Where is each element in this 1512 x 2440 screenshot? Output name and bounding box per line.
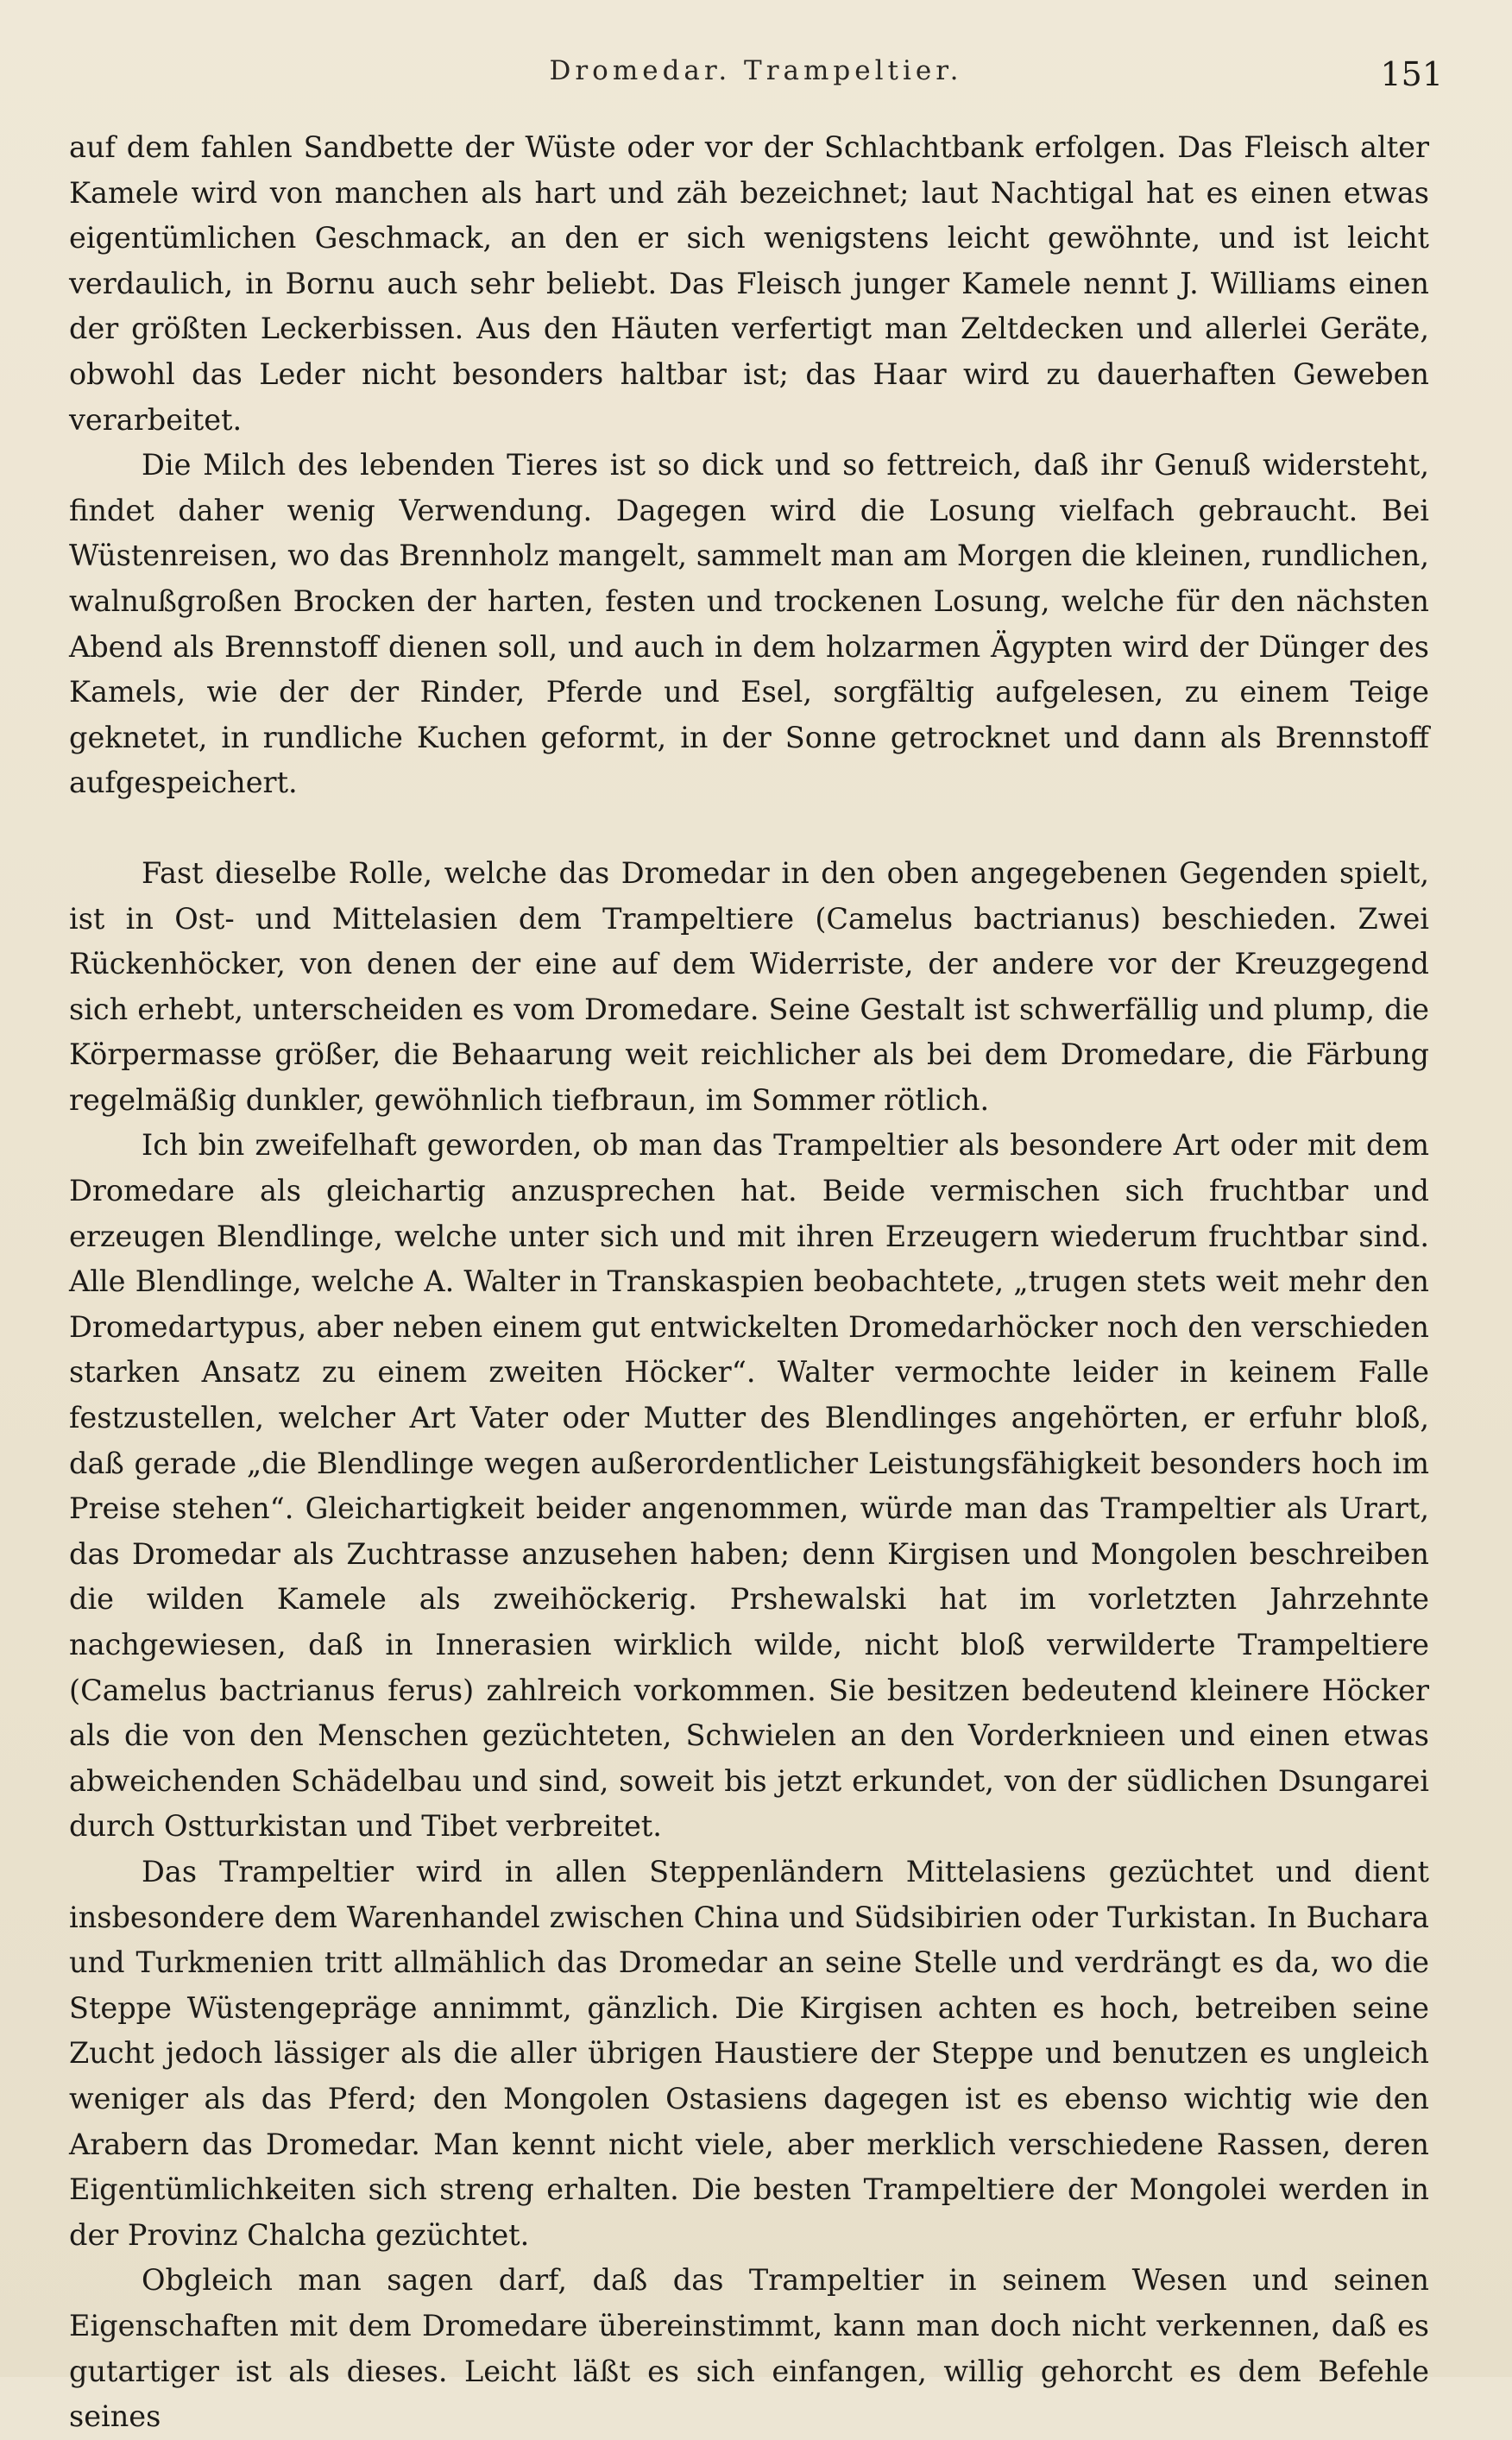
paragraph-2: Die Milch des lebenden Tieres ist so dick und so fettreich, daß ihr Genuß widersteht, findet daher wenig Verwendung. Dagegen wird die Losung vielfach gebraucht. Bei Wüstenreisen, wo das Brennholz mangelt, sammelt man am Morgen die kleinen, rundlichen, walnußgroßen Brocken der harten, festen und trockenen Losung, welche für den nächsten Abend als Brennstoff dienen soll, und auch in dem holzarmen Ägypten wird der Dünger des Kamels, wie der der Rinder, Pferde und Esel, sorgfältig aufgelesen, zu einem Teige geknetet, in rundliche Kuchen geformt, in der Sonne getrocknet und dann als Brennstoff aufgespeichert. xyxy=(69,448,1429,800)
paragraph-6: Obgleich man sagen darf, daß das Trampeltier in seinem Wesen und seinen Eigenschaften mit dem Dromedare übereinstimmt, kann man doch nicht verkennen, daß es gutartiger ist als dieses. Leicht läßt es sich einfangen, willig gehorcht es dem Befehle seines xyxy=(69,2263,1429,2434)
page-header xyxy=(69,55,1443,107)
paragraph-1: auf dem fahlen Sandbette der Wüste oder vor der Schlachtbank erfolgen. Das Fleisch alter Kamele wird von manchen als hart und zäh bezeichnet; laut Nachtigal hat es einen etwas eigentümlichen Geschmack, an den er sich wenigstens leicht gewöhnte, und ist leicht verdaulich, in Bornu auch sehr beliebt. Das Fleisch junger Kamele nennt J. Williams einen der größten Leckerbissen. Aus den Häuten verfertigt man Zeltdecken und allerlei Geräte, obwohl das Leder nicht besonders haltbar ist; das Haar wird zu dauerhaften Geweben verarbeitet. xyxy=(69,130,1429,437)
paragraph-4: Ich bin zweifelhaft geworden, ob man das Trampeltier als besondere Art oder mit dem Dromedare als gleichartig anzusprechen hat. Beide vermischen sich fruchtbar und erzeugen Blendlinge, welche unter sich und mit ihren Erzeugern wiederum fruchtbar sind. Alle Blendlinge, welche A. Walter in Transkaspien beobachtete, „trugen stets weit mehr den Dromedartypus, aber neben einem gut entwickelten Dromedarhöcker noch den verschieden starken Ansatz zu einem zweiten Höcker“. Walter vermochte leider in keinem Falle festzustellen, welcher Art Vater oder Mutter des Blendlinges angehörten, er erfuhr bloß, daß gerade „die Blendlinge wegen außerordentlicher Leistungsfähigkeit besonders hoch im Preise stehen“. Gleichartigkeit beider angenommen, würde man das Trampeltier als Urart, das Dromedar als Zuchtrasse anzusehen haben; denn Kirgisen und Mongolen beschreiben die wilden Kamele als zweihöckerig. Prshewalski hat im vorletzten Jahrzehnte nachgewiesen, daß in Innerasien wirklich wilde, nicht bloß verwilderte Trampeltiere (Camelus bactrianus ferus) zahlreich vorkommen. Sie besitzen bedeutend kleinere Höcker als die von den Menschen gezüchteten, Schwielen an den Vorderknieen und einen etwas abweichenden Schädelbau und sind, soweit bis jetzt erkundet, von der südlichen Dsungarei durch Ostturkistan und Tibet verbreitet. xyxy=(69,1128,1429,1844)
running-title: Dromedar. Trampeltier. xyxy=(549,55,963,86)
page-number: 151 xyxy=(1380,55,1443,93)
paragraph-3: Fast dieselbe Rolle, welche das Dromedar in den oben angegebenen Gegenden spielt, ist in Ost- und Mittelasien dem Trampeltiere (Camelus bactrianus) beschieden. Zwei Rückenhöcker, von denen der eine auf dem Widerriste, der andere vor der Kreuzgegend sich erhebt, unterscheiden es vom Dromedare. Seine Gestalt ist schwerfällig und plump, die Körpermasse größer, die Behaarung weit reichlicher als bei dem Dromedare, die Färbung regelmäßig dunkler, gewöhnlich tiefbraun, im Sommer rötlich. xyxy=(69,855,1429,1117)
body-text xyxy=(69,125,1429,2440)
paragraph-5: Das Trampeltier wird in allen Steppenländern Mittelasiens gezüchtet und dient insbesondere dem Warenhandel zwischen China und Südsibirien oder Turkistan. In Buchara und Turkmenien tritt allmählich das Dromedar an seine Stelle und verdrängt es da, wo die Steppe Wüstengepräge annimmt, gänzlich. Die Kirgisen achten es hoch, betreiben seine Zucht jedoch lässiger als die aller übrigen Haustiere der Steppe und benutzen es ungleich weniger als das Pferd; den Mongolen Ostasiens dagegen ist es ebenso wichtig wie den Arabern das Dromedar. Man kennt nicht viele, aber merklich verschiedene Rassen, deren Eigentümlichkeiten sich streng erhalten. Die besten Trampeltiere der Mongolei werden in der Provinz Chalcha gezüchtet. xyxy=(69,1854,1429,2252)
